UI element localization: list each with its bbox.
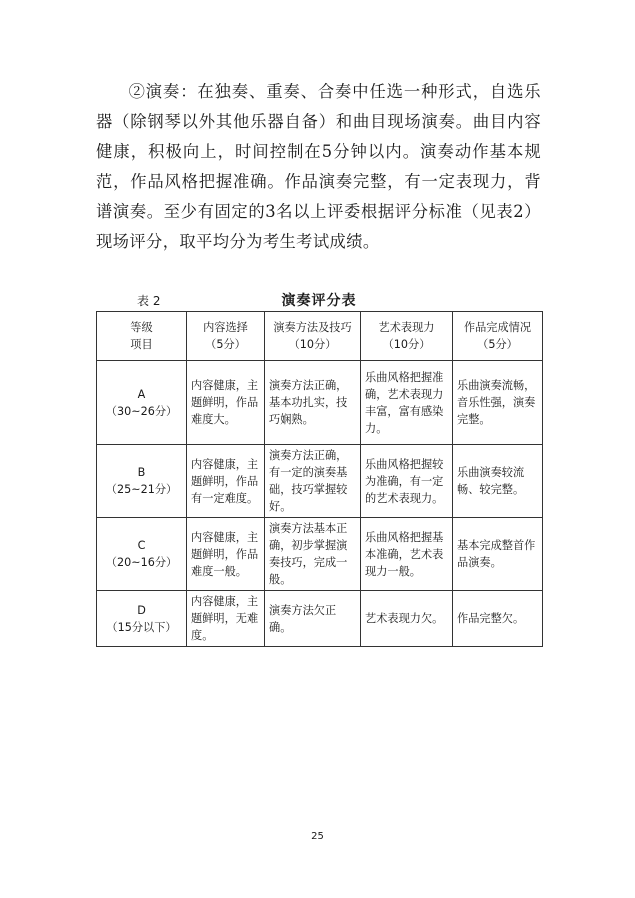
grade-cell: D （15分以下） — [97, 591, 187, 647]
completion-cell: 作品完整欠。 — [453, 591, 543, 647]
header-expression: 艺术表现力 （10分） — [361, 312, 453, 361]
table-label: 表 2 — [137, 294, 161, 308]
expression-cell: 乐曲风格把握较为准确，有一定的艺术表现力。 — [361, 445, 453, 518]
page-number: 25 — [311, 831, 324, 842]
expression-cell: 乐曲风格把握基本准确，艺术表现力一般。 — [361, 518, 453, 591]
completion-cell: 乐曲演奏流畅，音乐性强，演奏完整。 — [453, 361, 543, 445]
content-cell: 内容健康，主题鲜明，作品有一定难度。 — [187, 445, 265, 518]
table-row-d — [97, 591, 543, 647]
table-caption — [96, 292, 542, 310]
completion-cell: 基本完成整首作品演奏。 — [453, 518, 543, 591]
grade-cell: C （20~16分） — [97, 518, 187, 591]
scoring-table — [96, 311, 543, 647]
content-cell: 内容健康，主题鲜明，无难度。 — [187, 591, 265, 647]
header-technique: 演奏方法及技巧 （10分） — [265, 312, 361, 361]
table-title: 演奏评分表 — [281, 293, 357, 309]
table-row-c — [97, 518, 543, 591]
technique-cell: 演奏方法基本正确，初步掌握演奏技巧，完成一般。 — [265, 518, 361, 591]
expression-cell: 艺术表现力欠。 — [361, 591, 453, 647]
technique-cell: 演奏方法正确，有一定的演奏基础，技巧掌握较好。 — [265, 445, 361, 518]
table-header-row — [97, 312, 543, 361]
grade-cell: B （25~21分） — [97, 445, 187, 518]
content-cell: 内容健康，主题鲜明，作品难度一般。 — [187, 518, 265, 591]
expression-cell: 乐曲风格把握准确，艺术表现力丰富，富有感染力。 — [361, 361, 453, 445]
header-completion: 作品完成情况 （5分） — [453, 312, 543, 361]
completion-cell: 乐曲演奏较流畅、较完整。 — [453, 445, 543, 518]
table-row-b — [97, 445, 543, 518]
content-cell: 内容健康，主题鲜明，作品难度大。 — [187, 361, 265, 445]
technique-cell: 演奏方法正确，基本功扎实，技巧娴熟。 — [265, 361, 361, 445]
performance-paragraph: ②演奏：在独奏、重奏、合奏中任选一种形式，自选乐器（除钢琴以外其他乐器自备）和曲目现场演奏。曲目内容健康，积极向上，时间控制在5分钟以内。演奏动作基本规范，作品风格把握准确。作品演奏完整，有一定表现力，背谱演奏。至少有固定的3名以上评委根据评分标准（见表2）现场评分，取平均分为考生考试成绩。 — [96, 82, 541, 251]
technique-cell: 演奏方法欠正确。 — [265, 591, 361, 647]
header-content: 内容选择 （5分） — [187, 312, 265, 361]
header-grade: 等级 项目 — [97, 312, 187, 361]
grade-cell: A （30~26分） — [97, 361, 187, 445]
table-row-a — [97, 361, 543, 445]
